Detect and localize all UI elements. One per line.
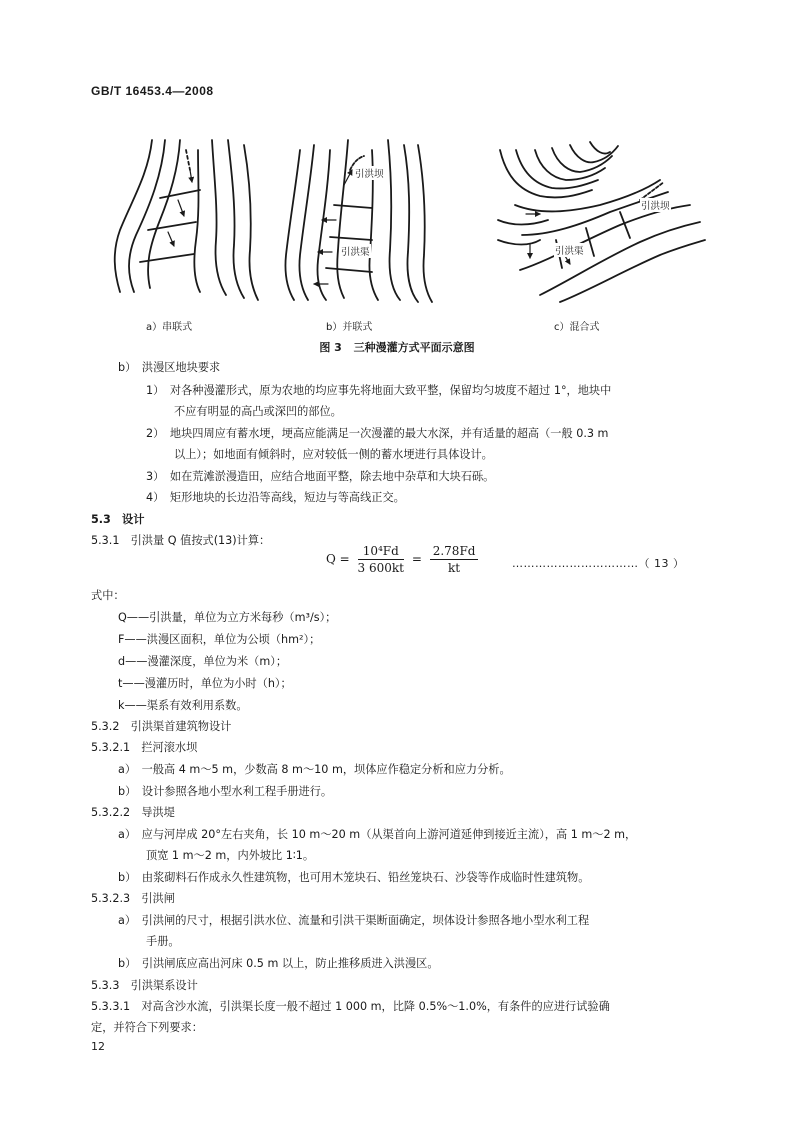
para-b3: 3） 如在荒滩淤漫造田，应结合地面平整，除去地中杂草和大块石砾。 [146,470,495,483]
where-label: 式中： [91,589,125,602]
para-b2-line1: 2） 地块四周应有蓄水埂，埂高应能满足一次漫灌的最大水深，并有适量的超高（一般 0.3 m [146,427,609,440]
section-5-3-2: 5.3.2 引洪渠首建筑物设计 [91,720,232,733]
def-f: F——洪漫区面积，单位为公顷（hm²）； [118,633,321,646]
section-5-3-2-1: 5.3.2.1 拦河滚水坝 [91,741,198,754]
section-5-3: 5.3 设计 [91,513,145,526]
def-t: t——漫灌历时，单位为小时（h）； [118,677,292,690]
para-5323a-line1: a） 引洪闸的尺寸，根据引洪水位、流量和引洪干渠断面确定，坝体设计参照各地小型水利工程 [118,914,590,927]
standard-number: GB/T 16453.4—2008 [91,84,214,98]
para-b4: 4） 矩形地块的长边沿等高线，短边与等高线正交。 [146,491,405,504]
section-5-3-3: 5.3.3 引洪渠系设计 [91,979,198,992]
figure-title: 三种漫灌方式平面示意图 [353,341,475,354]
section-5-3-3-1-line1: 5.3.3.1 对高含沙水流，引洪渠长度一般不超过 1 000 m，比降 0.5%～1.0%，有条件的应进行试验确 [91,1000,610,1013]
para-5322b: b） 由浆砌料石作成永久性建筑物，也可用木笼块石、铅丝笼块石、沙袋等作成临时性建筑物。 [118,871,590,884]
figure-caption [0,339,794,355]
label-dam-c: 引洪坝 [640,198,671,212]
fraction-2-numerator: 2.78Fd [430,544,479,560]
fraction-2-denominator: kt [448,561,461,575]
section-5-3-3-1-line2: 定，并符合下列要求： [91,1021,203,1034]
page-number: 12 [91,1040,105,1053]
formula-13 [326,544,482,575]
subcaption-c: c）混合式 [554,322,600,333]
para-5323a-line2: 手册。 [146,935,180,948]
para-b1-line2: 不应有明显的高凸或深凹的部位。 [174,405,342,418]
para-5322a-line1: a） 应与河岸成 20°左右夹角，长 10 m～20 m（从渠首向上游河道延伸到接近主流），高 1 m～2 m， [118,828,637,841]
label-canal-c: 引洪渠 [554,243,585,257]
irrigation-diagrams [0,0,794,340]
para-5321b: b） 设计参照各地小型水利工程手册进行。 [118,785,333,798]
fraction-1 [358,544,404,575]
label-canal-b: 引洪渠 [340,244,371,258]
series-diagram [115,140,258,300]
formula-lhs: Q = [326,552,350,566]
figure-number: 图 3 [319,341,342,354]
para-b2-line2: 以上）；如地面有倾斜时，应对较低一侧的蓄水埂进行具体设计。 [174,448,493,461]
label-dam-b: 引洪坝 [354,166,385,180]
section-5-3-1: 5.3.1 引洪量 Q 值按式(13)计算： [91,534,271,547]
para-5323b: b） 引洪闸底应高出河床 0.5 m 以上，防止推移质进入洪漫区。 [118,957,439,970]
para-b1-line1: 1） 对各种漫灌形式，原为农地的均应事先将地面大致平整，保留均匀坡度不超过 1°，地块中 [146,384,612,397]
para-5321a: a） 一般高 4 m～5 m，少数高 8 m～10 m，坝体应作稳定分析和应力分析。 [118,763,511,776]
fraction-2 [430,544,479,575]
equation-number: ……………………………（ 13 ） [512,557,685,570]
def-d: d——漫灌深度，单位为米（m）； [118,655,288,668]
mixed-diagram [498,142,705,302]
para-5322a-line2: 顶宽 1 m～2 m，内外坡比 1∶1。 [146,849,315,862]
para-b-heading: b） 洪漫区地块要求 [118,361,221,374]
section-5-3-2-2: 5.3.2.2 导洪堤 [91,806,175,819]
fraction-1-numerator: 10⁴Fd [358,544,404,560]
formula-equals: = [411,552,422,566]
section-5-3-2-3: 5.3.2.3 引洪闸 [91,892,175,905]
parallel-diagram [285,140,432,302]
subcaption-b: b）并联式 [326,322,373,333]
subcaption-a: a）串联式 [146,322,193,333]
fraction-1-denominator: 3 600kt [357,561,404,575]
def-q: Q——引洪量，单位为立方米每秒（m³/s）； [118,611,337,624]
def-k: k——渠系有效利用系数。 [118,699,248,712]
